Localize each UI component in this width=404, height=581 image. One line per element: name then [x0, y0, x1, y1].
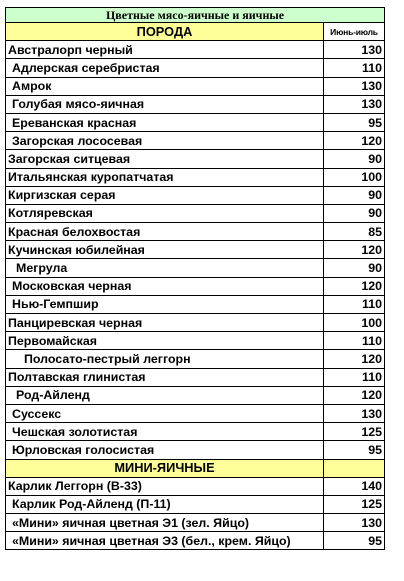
table-row [6, 241, 385, 259]
title-row [6, 8, 385, 23]
table-row [6, 423, 385, 441]
table-row [6, 223, 385, 241]
breed-name: Карлик Род-Айленд (П-11) [6, 495, 324, 513]
table-row [6, 477, 385, 495]
breed-name: Юрловская голосистая [6, 441, 324, 459]
breed-value: 110 [324, 59, 385, 77]
breed-value: 125 [324, 423, 385, 441]
breed-value: 130 [324, 41, 385, 59]
table-row [6, 277, 385, 295]
table-row [6, 77, 385, 95]
breed-value: 110 [324, 332, 385, 350]
mini-section-row [6, 459, 385, 477]
breed-name: Итальянская куропатчатая [6, 168, 324, 186]
table-row [6, 514, 385, 532]
table-row [6, 495, 385, 513]
table-row [6, 95, 385, 113]
breed-name: Полосато-пестрый леггорн [6, 350, 324, 368]
breed-value: 140 [324, 477, 385, 495]
breed-value: 130 [324, 95, 385, 113]
table-row [6, 314, 385, 332]
breed-column-header: ПОРОДА [6, 23, 324, 41]
breed-name: Киргизская серая [6, 186, 324, 204]
mini-section-header: МИНИ-ЯИЧНЫЕ [6, 459, 324, 477]
breed-name: «Мини» яичная цветная Э1 (зел. Яйцо) [6, 514, 324, 532]
breed-name: «Мини» яичная цветная Э3 (бел., крем. Яйцо) [6, 532, 324, 550]
breed-value: 100 [324, 168, 385, 186]
period-column-header: Июнь-июль [324, 23, 385, 41]
breed-value: 95 [324, 532, 385, 550]
table-row [6, 41, 385, 59]
table-row [6, 113, 385, 131]
breed-value: 90 [324, 259, 385, 277]
breed-name: Полтавская глинистая [6, 368, 324, 386]
table-row [6, 132, 385, 150]
breed-value: 100 [324, 314, 385, 332]
header-row [6, 23, 385, 41]
breed-name: Голубая мясо-яичная [6, 95, 324, 113]
breed-name: Суссекс [6, 404, 324, 422]
breed-value: 110 [324, 295, 385, 313]
table-row [6, 441, 385, 459]
table-row [6, 332, 385, 350]
breed-name: Род-Айленд [6, 386, 324, 404]
breed-value: 110 [324, 368, 385, 386]
table-row [6, 150, 385, 168]
table-row [6, 204, 385, 222]
breed-name: Панциревская черная [6, 314, 324, 332]
breed-value: 130 [324, 514, 385, 532]
breed-name: Мегрула [6, 259, 324, 277]
breed-name: Карлик Леггорн (В-33) [6, 477, 324, 495]
breed-value: 120 [324, 132, 385, 150]
breed-value: 125 [324, 495, 385, 513]
table-row [6, 386, 385, 404]
price-table-body [6, 8, 385, 550]
breed-value: 120 [324, 386, 385, 404]
breed-name: Красная белохвостая [6, 223, 324, 241]
table-row [6, 295, 385, 313]
breed-name: Нью-Гемпшир [6, 295, 324, 313]
table-row [6, 59, 385, 77]
breed-value: 90 [324, 186, 385, 204]
breed-name: Первомайская [6, 332, 324, 350]
breed-value: 95 [324, 113, 385, 131]
breed-name: Ереванская красная [6, 113, 324, 131]
breed-value: 130 [324, 404, 385, 422]
mini-section-empty-cell [324, 459, 385, 477]
table-row [6, 259, 385, 277]
breed-name: Чешская золотистая [6, 423, 324, 441]
breed-value: 130 [324, 77, 385, 95]
table-row [6, 404, 385, 422]
breed-name: Кучинская юбилейная [6, 241, 324, 259]
breed-name: Загорская лососевая [6, 132, 324, 150]
breed-value: 90 [324, 204, 385, 222]
table-title: Цветные мясо-яичные и яичные [6, 8, 385, 23]
table-row [6, 186, 385, 204]
price-table [5, 7, 385, 550]
breed-name: Котляревская [6, 204, 324, 222]
table-row [6, 368, 385, 386]
breed-value: 120 [324, 241, 385, 259]
breed-value: 120 [324, 277, 385, 295]
breed-name: Адлерская серебристая [6, 59, 324, 77]
breed-name: Московская черная [6, 277, 324, 295]
breed-value: 120 [324, 350, 385, 368]
table-row [6, 168, 385, 186]
breed-value: 95 [324, 441, 385, 459]
breed-name: Амрок [6, 77, 324, 95]
breed-value: 85 [324, 223, 385, 241]
table-row [6, 350, 385, 368]
breed-name: Австралорп черный [6, 41, 324, 59]
breed-value: 90 [324, 150, 385, 168]
breed-name: Загорская ситцевая [6, 150, 324, 168]
table-row [6, 532, 385, 550]
